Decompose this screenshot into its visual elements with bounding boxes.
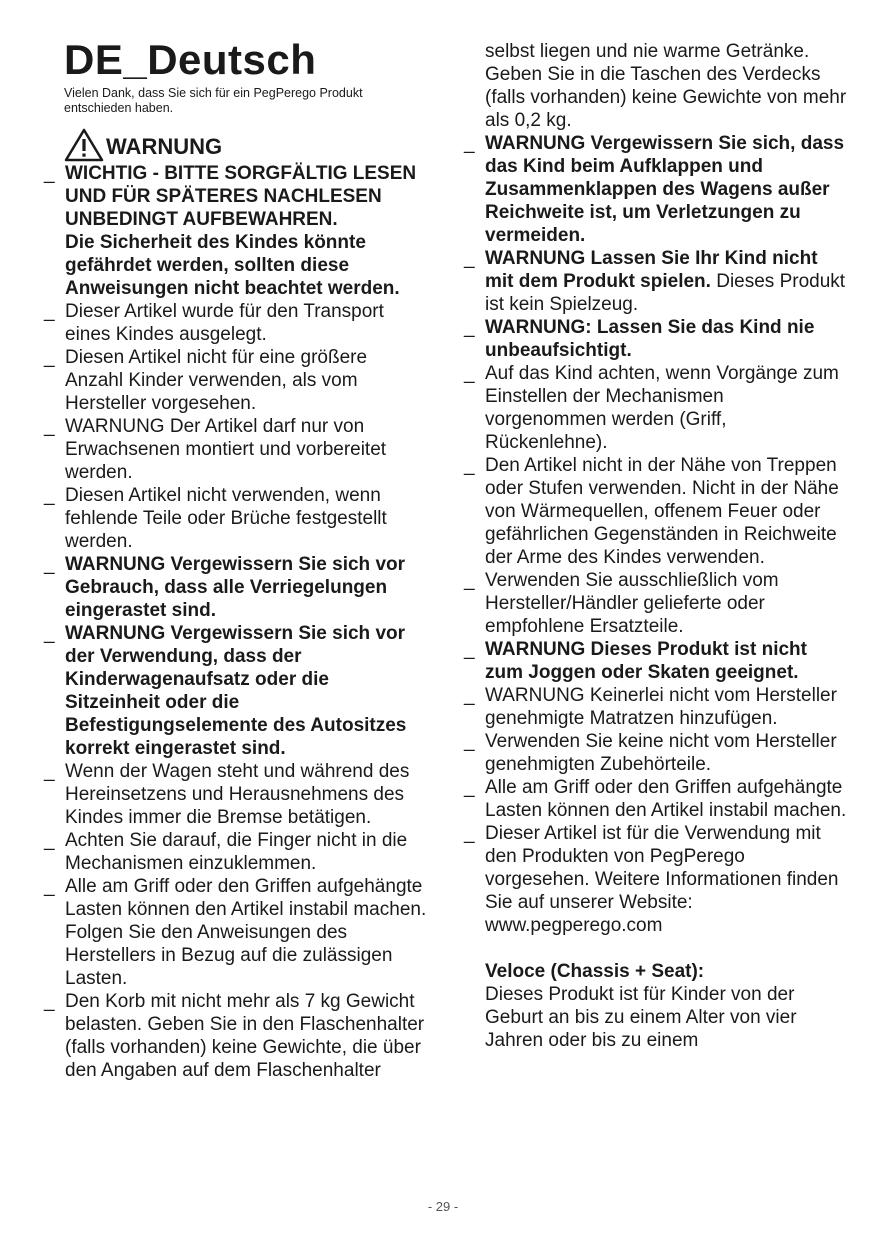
- item-text: Alle am Griff oder den Griffen aufgehängte Lasten können den Artikel instabil machen.: [485, 777, 847, 821]
- list-item: [44, 622, 429, 760]
- item-text: Diesen Artikel nicht verwenden, wenn fehlende Teile oder Brüche festgestellt werden.: [65, 485, 387, 552]
- item-bold: WARNUNG Vergewissern Sie sich, dass das Kind beim Aufklappen und Zusammenklappen des Wagens außer Reichweite ist, um Verletzungen zu vermeiden.: [485, 133, 845, 246]
- list-item: [464, 569, 848, 638]
- item-bold: WARNUNG: Lassen Sie das Kind nie unbeaufsichtigt.: [485, 317, 815, 361]
- item-bold: WARNUNG Vergewissern Sie sich vor der Verwendung, dass der Kinderwagenaufsatz oder die Sitzeinheit oder die Befestigungselemente des Autositzes korrekt eingerastet sind.: [65, 623, 407, 759]
- left-column-list: [44, 162, 429, 1082]
- list-item: [464, 684, 848, 730]
- list-item: [44, 300, 429, 346]
- warning-triangle-icon: [64, 128, 104, 162]
- item-text: Dieses Produkt ist kein Spielzeug.: [485, 271, 846, 315]
- model-section-text: [464, 983, 848, 1052]
- list-item: [464, 730, 848, 776]
- list-item: [464, 316, 848, 362]
- model-section-title: [464, 960, 848, 983]
- item-bold: WARNUNG Vergewissern Sie sich vor Gebrauch, dass alle Verriegelungen eingerastet sind.: [65, 554, 406, 621]
- list-item: [44, 484, 429, 553]
- item-text: Den Korb mit nicht mehr als 7 kg Gewicht belasten. Geben Sie in den Flaschenhalter (falls vorhanden) keine Gewichte, die über den Angaben auf dem Flaschenhalter: [65, 991, 425, 1081]
- list-item: [464, 776, 848, 822]
- list-item: [464, 40, 848, 132]
- item-text: Achten Sie darauf, die Finger nicht in die Mechanismen einzuklemmen.: [65, 830, 408, 874]
- item-bold: Die Sicherheit des Kindes könnte gefährdet werden, sollten diese Anweisungen nicht beachtet werden.: [65, 232, 400, 299]
- list-item: [44, 162, 429, 231]
- item-text: Diesen Artikel nicht für eine größere Anzahl Kinder verwenden, als vom Hersteller vorgesehen.: [65, 347, 368, 414]
- warning-heading: [64, 128, 222, 162]
- item-text: Wenn der Wagen steht und während des Hereinsetzens und Herausnehmens des Kindes immer die Bremse betätigen.: [65, 761, 410, 828]
- item-text: Den Artikel nicht in der Nähe von Treppen oder Stufen verwenden. Nicht in der Nähe von Wärmequellen, offenem Feuer oder gefährlichen Gegenständen in Reichweite der Arme des Kindes verwenden.: [485, 455, 839, 568]
- item-bold: WICHTIG - BITTE SORGFÄLTIG LESEN UND FÜR SPÄTERES NACHLESEN UNBEDINGT AUFBEWAHREN.: [65, 163, 417, 230]
- page-title: DE_Deutsch: [64, 36, 317, 83]
- list-item: [464, 247, 848, 316]
- page-number: - 29 -: [427, 1199, 459, 1214]
- item-bold: WARNUNG Lassen Sie Ihr Kind nicht mit dem Produkt spielen.: [485, 248, 818, 292]
- item-text: WARNUNG Keinerlei nicht vom Hersteller genehmigte Matratzen hinzufügen.: [485, 685, 837, 729]
- item-text: Dieser Artikel wurde für den Transport eines Kindes ausgelegt.: [65, 301, 384, 345]
- item-text: selbst liegen und nie warme Getränke. Geben Sie in die Taschen des Verdecks (falls vorhanden) keine Gewichte von mehr als 0,2 kg.: [485, 41, 847, 131]
- list-item: [44, 553, 429, 622]
- item-text: Verwenden Sie keine nicht vom Hersteller genehmigten Zubehörteile.: [485, 731, 837, 775]
- right-column-list: [464, 40, 848, 1052]
- list-item: [44, 231, 429, 300]
- model-title: Veloce (Chassis + Seat):: [485, 961, 705, 982]
- list-item: [464, 638, 848, 684]
- list-item: [464, 822, 848, 937]
- list-item: [464, 132, 848, 247]
- item-text: Alle am Griff oder den Griffen aufgehängte Lasten können den Artikel instabil machen. Folgen Sie den Anweisungen des Herstellers in Bezug auf die zulässigen Lasten.: [65, 876, 427, 989]
- item-bold: WARNUNG Dieses Produkt ist nicht zum Joggen oder Skaten geeignet.: [485, 639, 807, 683]
- item-text: Auf das Kind achten, wenn Vorgänge zum Einstellen der Mechanismen vorgenommen werden (Griff, Rückenlehne).: [485, 363, 839, 453]
- list-item: [44, 990, 429, 1082]
- list-item: [44, 415, 429, 484]
- item-text: WARNUNG Der Artikel darf nur von Erwachsenen montiert und vorbereitet werden.: [65, 416, 387, 483]
- thanks-text: Vielen Dank, dass Sie sich für ein PegPerego Produkt entschieden haben.: [64, 86, 363, 115]
- list-item: [464, 362, 848, 454]
- model-text: Dieses Produkt ist für Kinder von der Geburt an bis zu einem Alter von vier Jahren oder bis zu einem: [485, 984, 797, 1051]
- list-item: [464, 454, 848, 569]
- list-item: [44, 760, 429, 829]
- list-item: [44, 346, 429, 415]
- warning-heading-label: WARNUNG: [106, 134, 223, 159]
- list-item: [44, 875, 429, 990]
- item-text: Verwenden Sie ausschließlich vom Hersteller/Händler gelieferte oder empfohlene Ersatzteile.: [485, 570, 779, 637]
- list-item: [44, 829, 429, 875]
- item-text: Dieser Artikel ist für die Verwendung mit den Produkten von PegPerego vorgesehen. Weitere Informationen finden Sie auf unserer Website: www.pegperego.com: [485, 823, 839, 936]
